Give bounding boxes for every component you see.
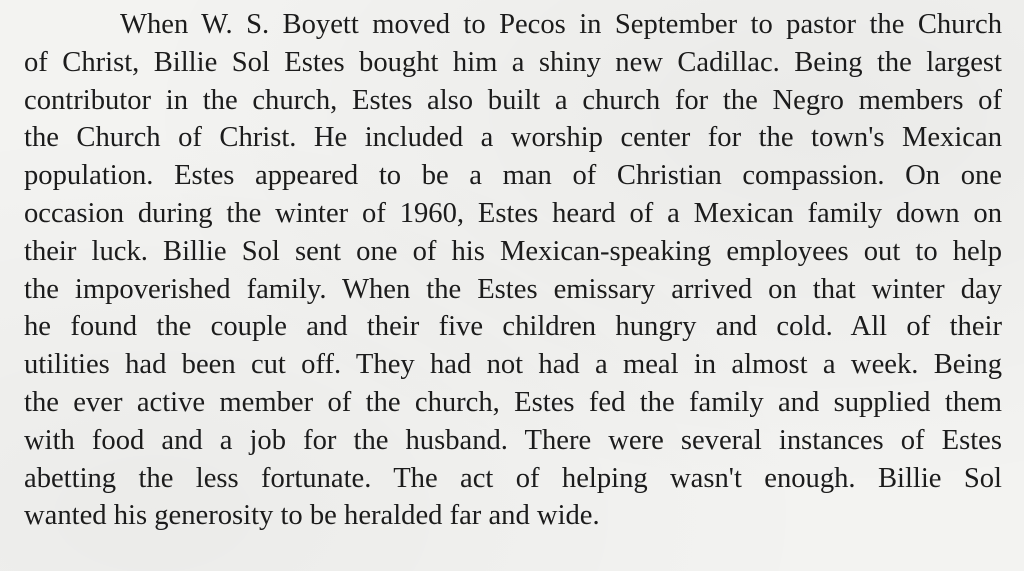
paragraph-line: the ever active member of the church, Estes fed the family and supplied them: [24, 386, 1002, 418]
paragraph-line: with food and a job for the husband. There were several instances of Estes: [24, 424, 1002, 456]
paragraph-line: utilities had been cut off. They had not had a meal in almost a week. Being: [24, 349, 1002, 381]
paragraph-line: he found the couple and their five children hungry and cold. All of their: [24, 311, 1002, 343]
paragraph-line: abetting the less fortunate. The act of helping wasn't enough. Billie Sol: [24, 462, 1002, 494]
paragraph-line: population. Estes appeared to be a man of Christian compassion. On one: [24, 160, 1002, 192]
paragraph-line: wanted his generosity to be heralded far and wide.: [24, 500, 600, 532]
paragraph-line: occasion during the winter of 1960, Estes heard of a Mexican family down on: [24, 197, 1002, 229]
body-paragraph: [24, 6, 1002, 535]
paragraph-line: the impoverished family. When the Estes emissary arrived on that winter day: [24, 273, 1002, 305]
paragraph-line: When W. S. Boyett moved to Pecos in September to pastor the Church: [120, 9, 1002, 40]
paragraph-line: contributor in the church, Estes also built a church for the Negro members of: [24, 84, 1002, 116]
paragraph-line: their luck. Billie Sol sent one of his Mexican-speaking employees out to help: [24, 235, 1002, 267]
paragraph-line: the Church of Christ. He included a worship center for the town's Mexican: [24, 122, 1002, 154]
paragraph-line: of Christ, Billie Sol Estes bought him a shiny new Cadillac. Being the largest: [24, 46, 1002, 78]
